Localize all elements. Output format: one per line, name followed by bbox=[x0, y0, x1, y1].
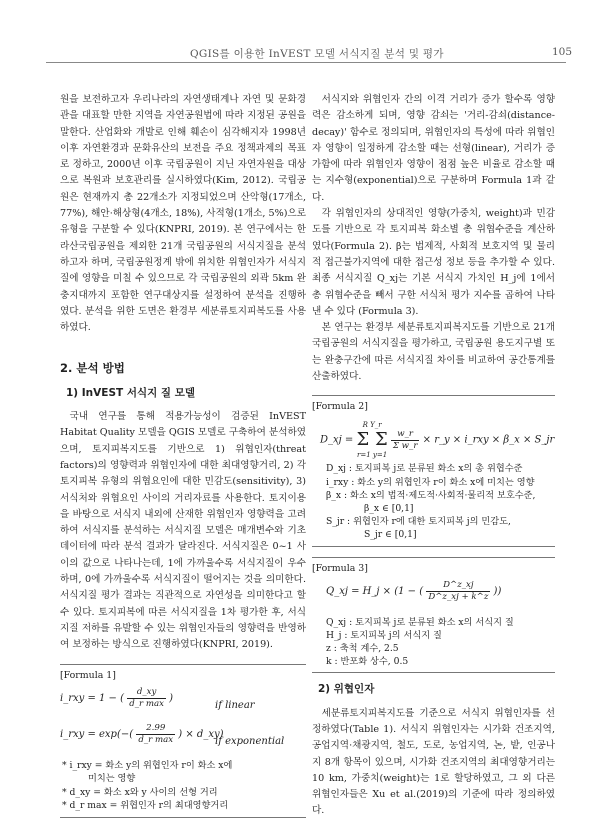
f1-note-3: * d_r max = 위협인자 r의 최대영향거리 bbox=[62, 800, 229, 812]
formula-1-notes bbox=[62, 759, 306, 813]
f1-note-1b: 미치는 영향 bbox=[88, 773, 136, 785]
left-column bbox=[60, 92, 306, 826]
f1-linear-condition: if linear bbox=[215, 699, 255, 711]
distance-paragraph: 서식지와 위협인자 간의 이격 거리가 증가 할수록 영향력은 감소하게 되며, 영향 감쇠는 '거리-감쇠(distance-decay)' 함수로 정의되며, 위협인자의 특성에 따라 위협인자 영향이 일정하게 감소할 때는 선형(linear), 거리가 증가함에 따라 위협인자 영향이 점점 높은 비율로 감소할 때는 지수형(exponential)으로 구분하며 Formula 1과 같다. bbox=[312, 94, 555, 203]
f2-def-4b: S_jr ∈ [0,1] bbox=[364, 529, 417, 541]
method-paragraph: 국내 연구를 통해 적용가능성이 검증된 InVEST Habitat Quality 모델을 QGIS 모델로 구축하여 분석하였으며, 토지피복지도를 기반으로 1) 위협인자(threat factors)의 영향력과 위협인자에 대한 최대영향거리, 2) 각 토지피복 유형의 위협요인에 대한 민감도(sensitivity), 3) 서식처와 위협요인 사이의 거리자료를 사용한다. 토지이용을 바탕으로 서식지 내외에 산재한 위협인자 영향력을 고려하여 서식지를 분석하는 서식지질 모델은 매개변수와 기초 데이터에 따라 분석 결과가 달라진다. 서식지질은 0~1 사이의 값으로 나타나는데, 1에 가까울수록 서식지질이 우수하며, 0에 가까울수록 서식지질이 떨어지는 것을 의미한다. 서식지질 평가 결과는 직관적으로 자연성을 의미한다고 할 수 있다. 토지피복에 따른 서식지질을 1차 평가한 후, 서식지질 저하를 유발할 수 있는 위협인자들의 영향력을 반영하여 보정하는 방식으로 진행하였다(KNPRI, 2019). bbox=[60, 411, 306, 651]
f1-exp-frac bbox=[136, 723, 175, 746]
section-title: 2. 분석 방법 bbox=[60, 361, 125, 376]
f2-sum-upper: R Y_r bbox=[362, 421, 382, 430]
formula-2-equation bbox=[320, 418, 555, 462]
formula-3-equation bbox=[326, 580, 555, 616]
subsection-threat: 2) 위협인자 bbox=[318, 683, 375, 696]
f1-linear-den: d_r max bbox=[129, 698, 164, 709]
subsection-invest: 1) InVEST 서식지 질 모델 bbox=[66, 386, 195, 399]
f2-def-2: i_rxy : 화소 y의 위협인자 r이 화소 x에 미치는 영향 bbox=[326, 476, 535, 488]
f1-exp-num: 2.99 bbox=[136, 723, 175, 735]
formula-3-definitions bbox=[326, 616, 555, 669]
f2-lhs: D_xj = bbox=[320, 434, 357, 446]
formula-1-exponential bbox=[60, 723, 306, 759]
f1-linear-num: d_xy bbox=[127, 687, 166, 699]
f3-def-1: Q_xj : 토지피복 j로 분류된 화소 x의 서식지 질 bbox=[326, 616, 514, 628]
f3-frac-num: D^z_xj bbox=[426, 580, 490, 592]
f1-exp-close: ) × d_xy) bbox=[178, 728, 224, 740]
f3-frac-den: D^z_xj + k^z bbox=[428, 591, 489, 602]
f1-note-1: * i_rxy = 화소 y의 위협인자 r이 화소 x에 bbox=[62, 759, 233, 771]
f1-linear-close: ) bbox=[169, 692, 174, 704]
f3-rhs: )) bbox=[493, 585, 502, 597]
f2-sum-block bbox=[357, 418, 388, 462]
formula-2-definitions bbox=[326, 462, 555, 541]
formula-1-box bbox=[60, 664, 306, 818]
f2-def-3: β_x : 화소 x의 법적·제도적·사회적·물리적 보호수준, bbox=[326, 489, 536, 501]
f2-sum-symbols: Σ Σ bbox=[356, 429, 388, 451]
right-column bbox=[312, 92, 555, 820]
f2-frac-den: Σ w_r bbox=[392, 440, 418, 451]
f1-exp-lhs: i_rxy = exp(−( bbox=[60, 728, 134, 740]
f1-exp-den: d_r max bbox=[138, 734, 174, 745]
formula-1-linear bbox=[60, 687, 306, 723]
formula-2-title: [Formula 2] bbox=[312, 401, 368, 413]
f2-rhs: × r_y × i_rxy × β_x × S_jr bbox=[422, 434, 555, 446]
formula-3-box bbox=[312, 557, 555, 674]
f3-def-3: z : 축척 계수, 2.5 bbox=[326, 642, 399, 654]
f2-frac-num: w_r bbox=[391, 429, 420, 441]
f2-def-1: D_xj : 토지피복 j로 분류된 화소 x의 총 위협수준 bbox=[326, 463, 523, 475]
f2-frac bbox=[391, 429, 420, 452]
weight-paragraph: 각 위협인자의 상대적인 영향(가중치, weight)과 민감도를 기반으로 각 토지피복 화소별 총 위협수준을 계산하였다(Formula 2). β는 법제적, 사회적 보호지역 및 물리적 접근불가지역에 대한 접근성 정보 등을 추가할 수 있다. 최종 서식지질 Q_xj는 기본 서식지 가치인 H_j에 1에서 총 위협수준을 빼서 구한 서식처 평가 지수를 곱하여 나타낸 수 있다 (Formula 3). bbox=[312, 208, 555, 317]
f3-def-4: k : 반포화 상수, 0.5 bbox=[326, 656, 409, 668]
f1-linear-frac bbox=[127, 687, 166, 710]
f3-def-2: H_j : 토지피복 j의 서식지 질 bbox=[326, 629, 442, 641]
running-title: QGIS를 이용한 InVEST 모델 서식지질 분석 및 평가 bbox=[190, 48, 444, 60]
page-number: 105 bbox=[552, 46, 573, 58]
f3-frac bbox=[426, 580, 490, 603]
formula-1-title: [Formula 1] bbox=[60, 669, 116, 681]
threat-paragraph: 세분류토지피복지도를 기준으로 서식지 위협인자를 선정하였다(Table 1). 서식지 위협인자는 시가화 건조지역, 공업지역·채광지역, 철도, 도로, 농업지역, 논, 밭, 인공나지 8개 항목이 있으며, 시가화 건조지역의 최대영향거리는 10 km, 가중치(weight)는 1로 할당하였고, 그 외 다른 위협인자들은 Xu et al.(2019)의 기준에 따라 정의하였다. bbox=[312, 707, 555, 817]
f3-lhs: Q_xj = H_j × (1 − ( bbox=[326, 585, 424, 597]
formula-2-box bbox=[312, 395, 555, 546]
running-header bbox=[0, 46, 612, 60]
f1-linear-lhs: i_rxy = 1 − ( bbox=[60, 692, 125, 704]
header-rule bbox=[46, 62, 566, 63]
formula-3-title: [Formula 3] bbox=[312, 562, 368, 574]
study-paragraph: 본 연구는 환경부 세분류토지피복지도를 기반으로 21개 국립공원의 서식지질을 평가하고, 국립공원 용도지구별 또는 완충구간에 따른 서식지질 차이를 비교하여 공간통계를 산출하였다. bbox=[312, 322, 555, 383]
f2-def-4: S_jr : 위협인자 r에 대한 토지피복 j의 민감도, bbox=[326, 516, 511, 528]
f1-note-2: * d_xy = 화소 x와 y 사이의 선형 거리 bbox=[62, 786, 218, 798]
f2-sum-lower: r=1 y=1 bbox=[357, 451, 388, 460]
f2-def-3b: β_x ∈ [0,1] bbox=[364, 502, 414, 514]
intro-paragraph: 원을 보전하고자 우리나라의 자연생태계나 자연 및 문화경관을 대표할 만한 지역을 자연공원법에 따라 지정된 공원을 말한다. 산업화와 개발로 인해 훼손이 심각해지자 1998년 이후 자연환경과 문화유산의 보전을 주요 정책과제의 목표로 정하고, 2000년 이후 국립공원이 지닌 자연자원을 대상으로 복원과 보호관리를 실시하였다(Kim, 2012). 국립공원은 현재까지 총 22개소가 지정되었으며 산악형(17개소, 77%), 해안·해상형(4개소, 18%), 사적형(1개소, 5%)으로 유형을 구분할 수 있다(KNPRI, 2019). 본 연구에서는 한라산국립공원을 제외한 21개 국립공원의 서식지질을 분석하고자 하며, 국립공원정계 밖에 위치한 위협인자가 서식지질에 영향을 미칠 수 있으므로 각 국립공원의 외곽 5km 완충지대까지 포함한 연구대상지를 설정하여 분석을 진행하였다. 분석을 위한 도면은 환경부 세분류토지피복도를 사용하였다. bbox=[60, 94, 306, 334]
f1-exp-condition: if exponential bbox=[215, 735, 285, 747]
